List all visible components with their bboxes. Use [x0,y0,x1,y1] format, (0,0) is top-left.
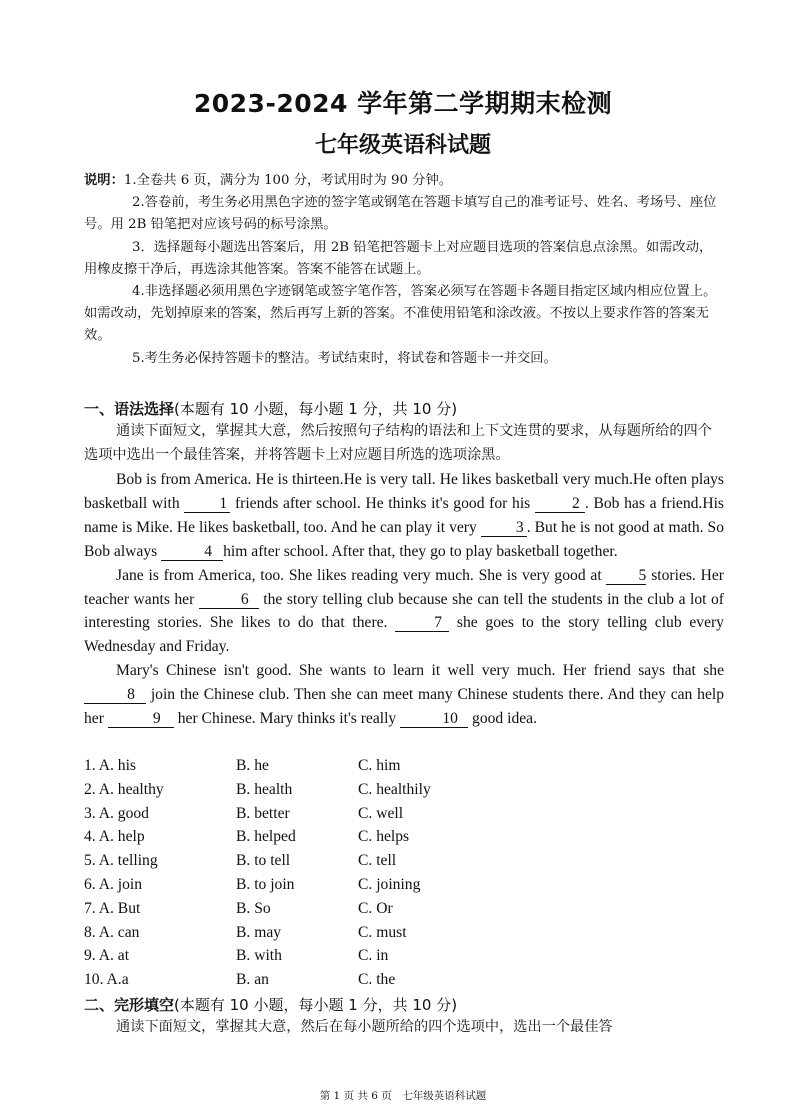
option-row: 9. A. at B. with C. in [84,947,389,965]
blank-1: 1 [184,495,230,513]
instruction-3: 3．选择题每小题选出答案后，用 2B 铅笔把答题卡上对应题目选项的答案信息点涂黑。如需改动，用橡皮擦干净后，再选涂其他答案。答案不能答在试题上。 [84,239,713,277]
section1-heading: 一、语法选择(本题有 10 小题，每小题 1 分，共 10 分) [84,400,458,418]
blank-7: 7 [395,614,449,632]
paragraph-3: Mary's Chinese isn't good. She wants to learn it well very much. Her friend says that she 8 join the Chinese club. Then she can meet many Chinese students there. And they can help her 9 her Chinese. Mary thinks it's really 10 good idea. [84,662,724,728]
options-list [84,754,724,992]
passage [84,468,724,731]
option-row: 8. A. can B. may C. must [84,923,407,941]
instruction-5: 5.考生务必保持答题卡的整洁。考试结束时，将试卷和答题卡一并交回。 [132,350,557,366]
blank-10: 10 [400,710,468,728]
blank-3: 3 [481,519,527,537]
paragraph-2: Jane is from America, too. She likes reading very much. She is very good at 5 stories. Her teacher wants her 6 the story telling club because she can tell the students in the club a lot of interesting stories. She likes to do that there. 7 she goes to the story telling club every Wednesday and Friday. [84,566,724,656]
blank-4: 4 [161,543,223,561]
page-footer: 第 1 页 共 6 页 七年级英语科试题 [319,1090,487,1102]
option-row: 4. A. help B. helped C. helps [84,828,410,846]
option-row: 2. A. healthy B. health C. healthily [84,780,431,798]
instruction-1: 说明：1.全卷共 6 页，满分为 100 分，考试用时为 90 分钟。 [84,173,453,188]
instruction-2: 2.答卷前，考生务必用黑色字迹的签字笔或钢笔在答题卡填写自己的准考证号、姓名、考场号、座位号。用 2B 铅笔把对应该号码的标号涂黑。 [84,195,717,233]
blank-5: 5 [606,567,646,585]
option-row: 3. A. good B. better C. well [84,804,404,822]
blank-8: 8 [84,686,146,704]
option-row: 5. A. telling B. to tell C. tell [84,852,397,870]
section1-directions: 通读下面短文，掌握其大意，然后按照句子结构的语法和上下文连贯的要求，从每题所给的四个选项中选出一个最佳答案，并将答题卡上对应题目所选的选项涂黑。 [84,423,712,463]
option-row: 1. A. his B. he C. him [84,757,401,774]
paragraph-1: Bob is from America. He is thirteen.He is very tall. He likes basketball very much.He often plays basketball with 1 friends after school. He thinks it's good for his 2 . Bob has a friend.His name is Mike. He likes basketball, too. And he can play it very 3 . But he is not good at math. So Bob always 4 him after school. After that, they go to play basketball together. [84,471,724,560]
blank-6: 6 [199,591,259,609]
option-row: 7. A. But B. So C. Or [84,899,393,917]
option-row: 6. A. join B. to join C. joining [84,875,421,893]
instruction-4: 4.非选择题必须用黑色字迹钢笔或签字笔作答，答案必须写在答题卡各题目指定区域内相应位置上。如需改动，先划掉原来的答案，然后再写上新的答案。不准使用铅笔和涂改液。不按以上要求作答的答案无效。 [84,284,717,344]
page-title: 2023-2024 学年第二学期期末检测 [193,89,613,118]
section2-directions: 通读下面短文，掌握其大意，然后在每小题所给的四个选项中，选出一个最佳答 [116,1019,613,1035]
section2-heading: 二、完形填空(本题有 10 小题，每小题 1 分，共 10 分) [84,996,458,1014]
instructions-label: 说明： [84,173,124,188]
blank-9: 9 [108,710,174,728]
blank-2: 2 [535,495,585,513]
page-subtitle: 七年级英语科试题 [314,133,491,158]
option-row: 10. A.a B. an C. the [84,971,396,989]
instructions [84,170,724,370]
